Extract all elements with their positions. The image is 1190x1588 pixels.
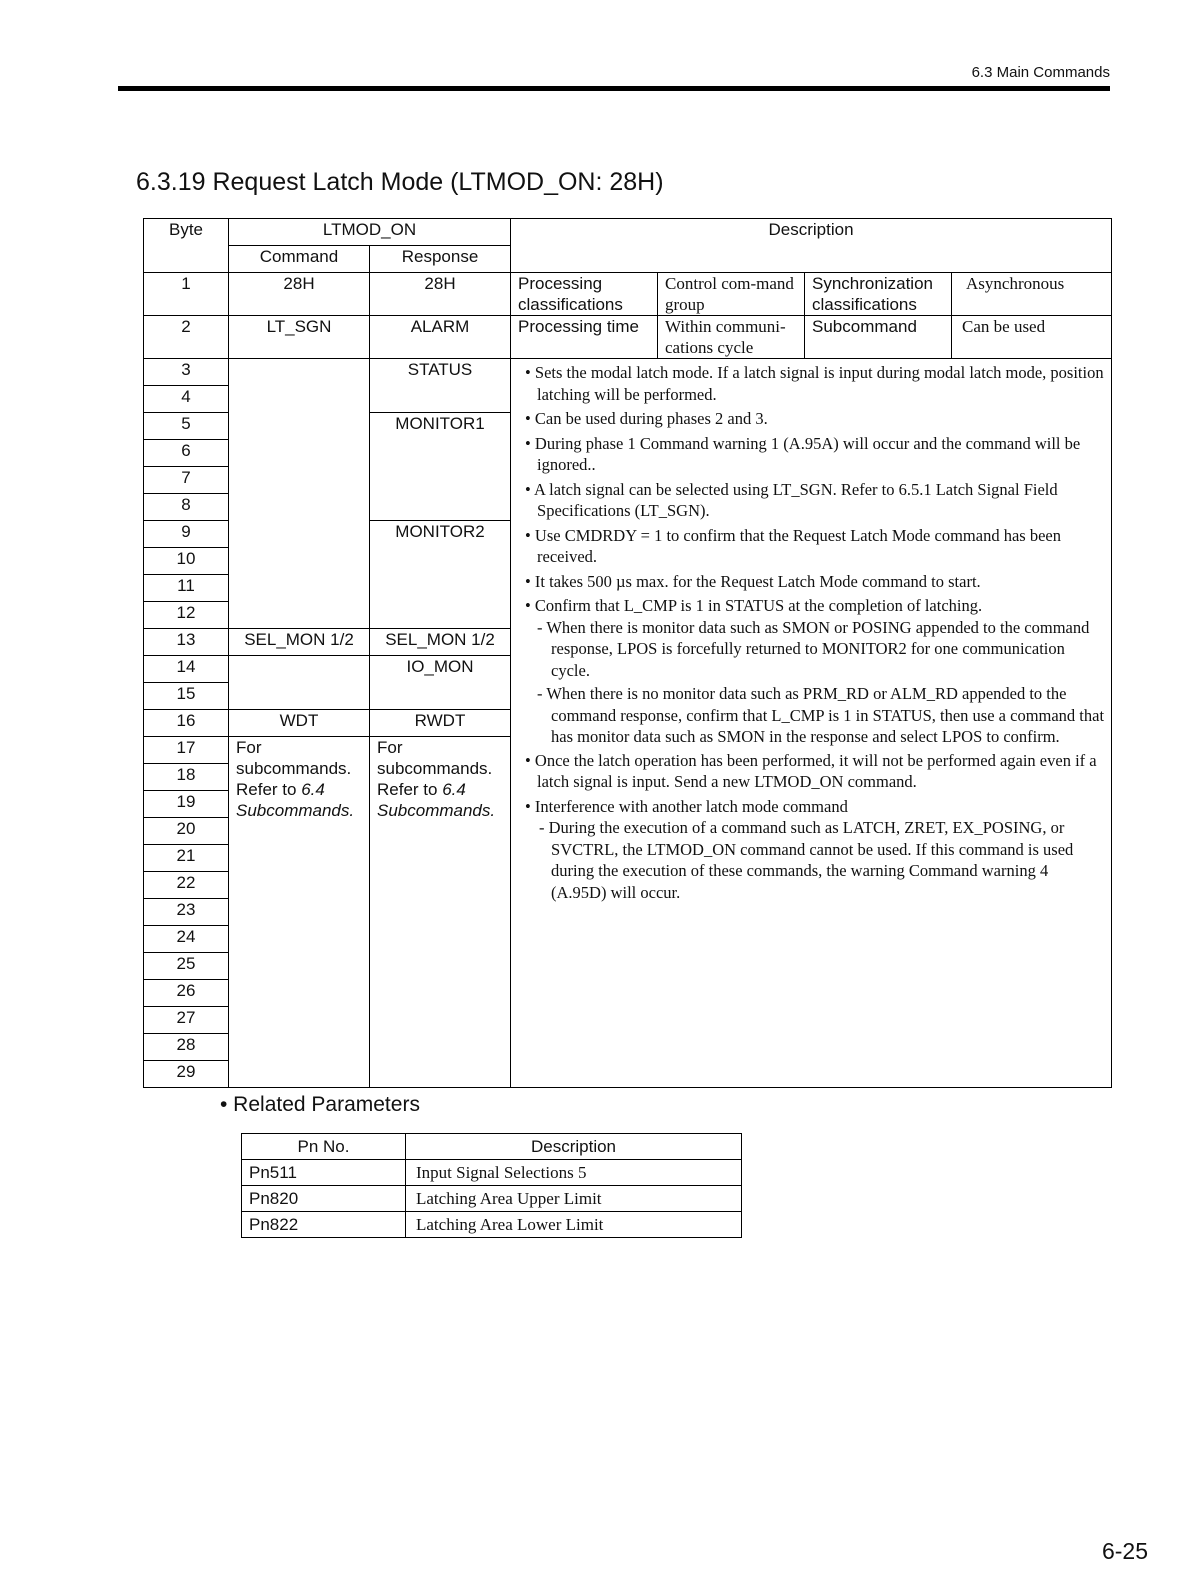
command-cell: LT_SGN [229, 316, 370, 359]
byte-cell: 29 [144, 1061, 229, 1088]
table-row [144, 273, 1112, 316]
processing-time-value: Within communi-cations cycle [658, 316, 805, 359]
subcommand-value: Can be used [952, 316, 1112, 359]
synchronization-classifications-label: Synchronization classifications [805, 273, 952, 316]
byte-cell: 16 [144, 710, 229, 737]
response-selmon-cell: SEL_MON 1/2 [370, 629, 511, 656]
note-line: subcommands. [236, 759, 352, 778]
command-empty-cell [229, 359, 370, 629]
command-table [143, 218, 1112, 1088]
description-cell [511, 359, 1112, 1088]
byte-cell: 25 [144, 953, 229, 980]
response-rwdt-cell: RWDT [370, 710, 511, 737]
description-item: • It takes 500 µs max. for the Request Latch Mode command to start. [525, 571, 981, 591]
header-command: Command [229, 246, 370, 273]
description-item: • Sets the modal latch mode. If a latch signal is input during modal latch mode, position latching will be performed. [525, 363, 1104, 404]
note-line: subcommands. [377, 759, 493, 778]
description-item: • A latch signal can be selected using LT_SGN. Refer to 6.5.1 Latch Signal Field Specifications (LT_SGN). [525, 479, 1058, 520]
byte-cell: 3 [144, 359, 229, 386]
byte-cell: 12 [144, 602, 229, 629]
byte-cell: 5 [144, 413, 229, 440]
byte-cell: 22 [144, 872, 229, 899]
section-title: 6.3.19 Request Latch Mode (LTMOD_ON: 28H) [136, 168, 664, 196]
byte-cell: 21 [144, 845, 229, 872]
note-line: Refer to [236, 780, 297, 799]
byte-cell: 18 [144, 764, 229, 791]
byte-cell: 15 [144, 683, 229, 710]
response-cell: ALARM [370, 316, 511, 359]
byte-cell: 13 [144, 629, 229, 656]
header-description: Description [406, 1134, 742, 1160]
byte-cell: 27 [144, 1007, 229, 1034]
related-parameters-heading: • Related Parameters [220, 1093, 420, 1116]
description-item: • Confirm that L_CMP is 1 in STATUS at the completion of latching. [525, 596, 983, 615]
table-row [242, 1186, 742, 1212]
header-description: Description [511, 219, 1112, 273]
byte-cell: 14 [144, 656, 229, 683]
byte-cell: 23 [144, 899, 229, 926]
description-item: • Use CMDRDY = 1 to confirm that the Request Latch Mode command has been received. [525, 525, 1061, 566]
pn-cell: Pn822 [242, 1212, 406, 1238]
note-ref: Subcommands. [377, 801, 496, 820]
description-subitem: - When there is no monitor data such as PRM_RD or ALM_RD appended to the command response, confirm that L_CMP is 1 in STATUS, then use a command that has monitor data such as SMON in the response and select LPOS to confirm. [537, 684, 1105, 746]
table-row [242, 1212, 742, 1238]
byte-cell: 4 [144, 386, 229, 413]
note-line: For [377, 738, 403, 757]
command-subcommand-note [229, 737, 370, 1088]
page-number: 6-25 [1101, 1538, 1148, 1564]
response-monitor1-cell: MONITOR1 [370, 413, 511, 521]
response-status-cell: STATUS [370, 359, 511, 413]
header-byte: Byte [144, 219, 229, 273]
description-item: • Can be used during phases 2 and 3. [525, 409, 768, 428]
command-selmon-cell: SEL_MON 1/2 [229, 629, 370, 656]
header-rule [118, 86, 1110, 91]
synchronization-classifications-value: Asynchronous [952, 273, 1112, 316]
pn-cell: Pn511 [242, 1160, 406, 1186]
byte-cell: 24 [144, 926, 229, 953]
running-header: 6.3 Main Commands [971, 64, 1110, 81]
description-item: • Once the latch operation has been performed, it will not be performed again even if a latch signal is input. Send a new LTMOD_ON command. [525, 750, 1097, 791]
byte-cell: 20 [144, 818, 229, 845]
byte-cell: 26 [144, 980, 229, 1007]
byte-cell: 1 [144, 273, 229, 316]
command-empty-cell [229, 656, 370, 710]
pn-description-cell: Latching Area Lower Limit [406, 1212, 742, 1238]
processing-classifications-label: Processing classifications [511, 273, 658, 316]
response-cell: 28H [370, 273, 511, 316]
description-item: • Interference with another latch mode command [525, 796, 848, 816]
pn-description-cell: Latching Area Upper Limit [406, 1186, 742, 1212]
note-ref: 6.4 [301, 780, 325, 799]
byte-cell: 2 [144, 316, 229, 359]
processing-time-label: Processing time [511, 316, 658, 359]
table-row [242, 1160, 742, 1186]
command-cell: 28H [229, 273, 370, 316]
table-row [144, 359, 1112, 386]
byte-cell: 17 [144, 737, 229, 764]
byte-cell: 9 [144, 521, 229, 548]
header-ltmod-on: LTMOD_ON [229, 219, 511, 246]
byte-cell: 8 [144, 494, 229, 521]
description-item: • During phase 1 Command warning 1 (A.95A) will occur and the command will be ignored.. [525, 433, 1081, 474]
note-ref: Subcommands. [236, 801, 355, 820]
header-response: Response [370, 246, 511, 273]
description-subitem: - During the execution of a command such as LATCH, ZRET, EX_POSING, or SVCTRL, the LTMOD_ON command cannot be used. If this command is used during the execution of these commands, the warning Command warning 4 (A.95D) will occur. [539, 818, 1074, 902]
response-iomon-cell: IO_MON [370, 656, 511, 710]
byte-cell: 10 [144, 548, 229, 575]
command-wdt-cell: WDT [229, 710, 370, 737]
pn-cell: Pn820 [242, 1186, 406, 1212]
header-pn-no: Pn No. [242, 1134, 406, 1160]
note-ref: 6.4 [442, 780, 466, 799]
byte-cell: 7 [144, 467, 229, 494]
description-subitem: - When there is monitor data such as SMON or POSING appended to the command response, LPOS is forcefully returned to MONITOR2 for one communication cycle. [537, 617, 1090, 680]
response-subcommand-note [370, 737, 511, 1088]
processing-classifications-value: Control com-mand group [658, 273, 805, 316]
subcommand-label: Subcommand [805, 316, 952, 359]
byte-cell: 11 [144, 575, 229, 602]
note-line: For [236, 738, 262, 757]
table-row [144, 316, 1112, 359]
byte-cell: 6 [144, 440, 229, 467]
related-parameters-table [241, 1133, 742, 1238]
byte-cell: 19 [144, 791, 229, 818]
byte-cell: 28 [144, 1034, 229, 1061]
pn-description-cell: Input Signal Selections 5 [406, 1160, 742, 1186]
response-monitor2-cell: MONITOR2 [370, 521, 511, 629]
note-line: Refer to [377, 780, 438, 799]
